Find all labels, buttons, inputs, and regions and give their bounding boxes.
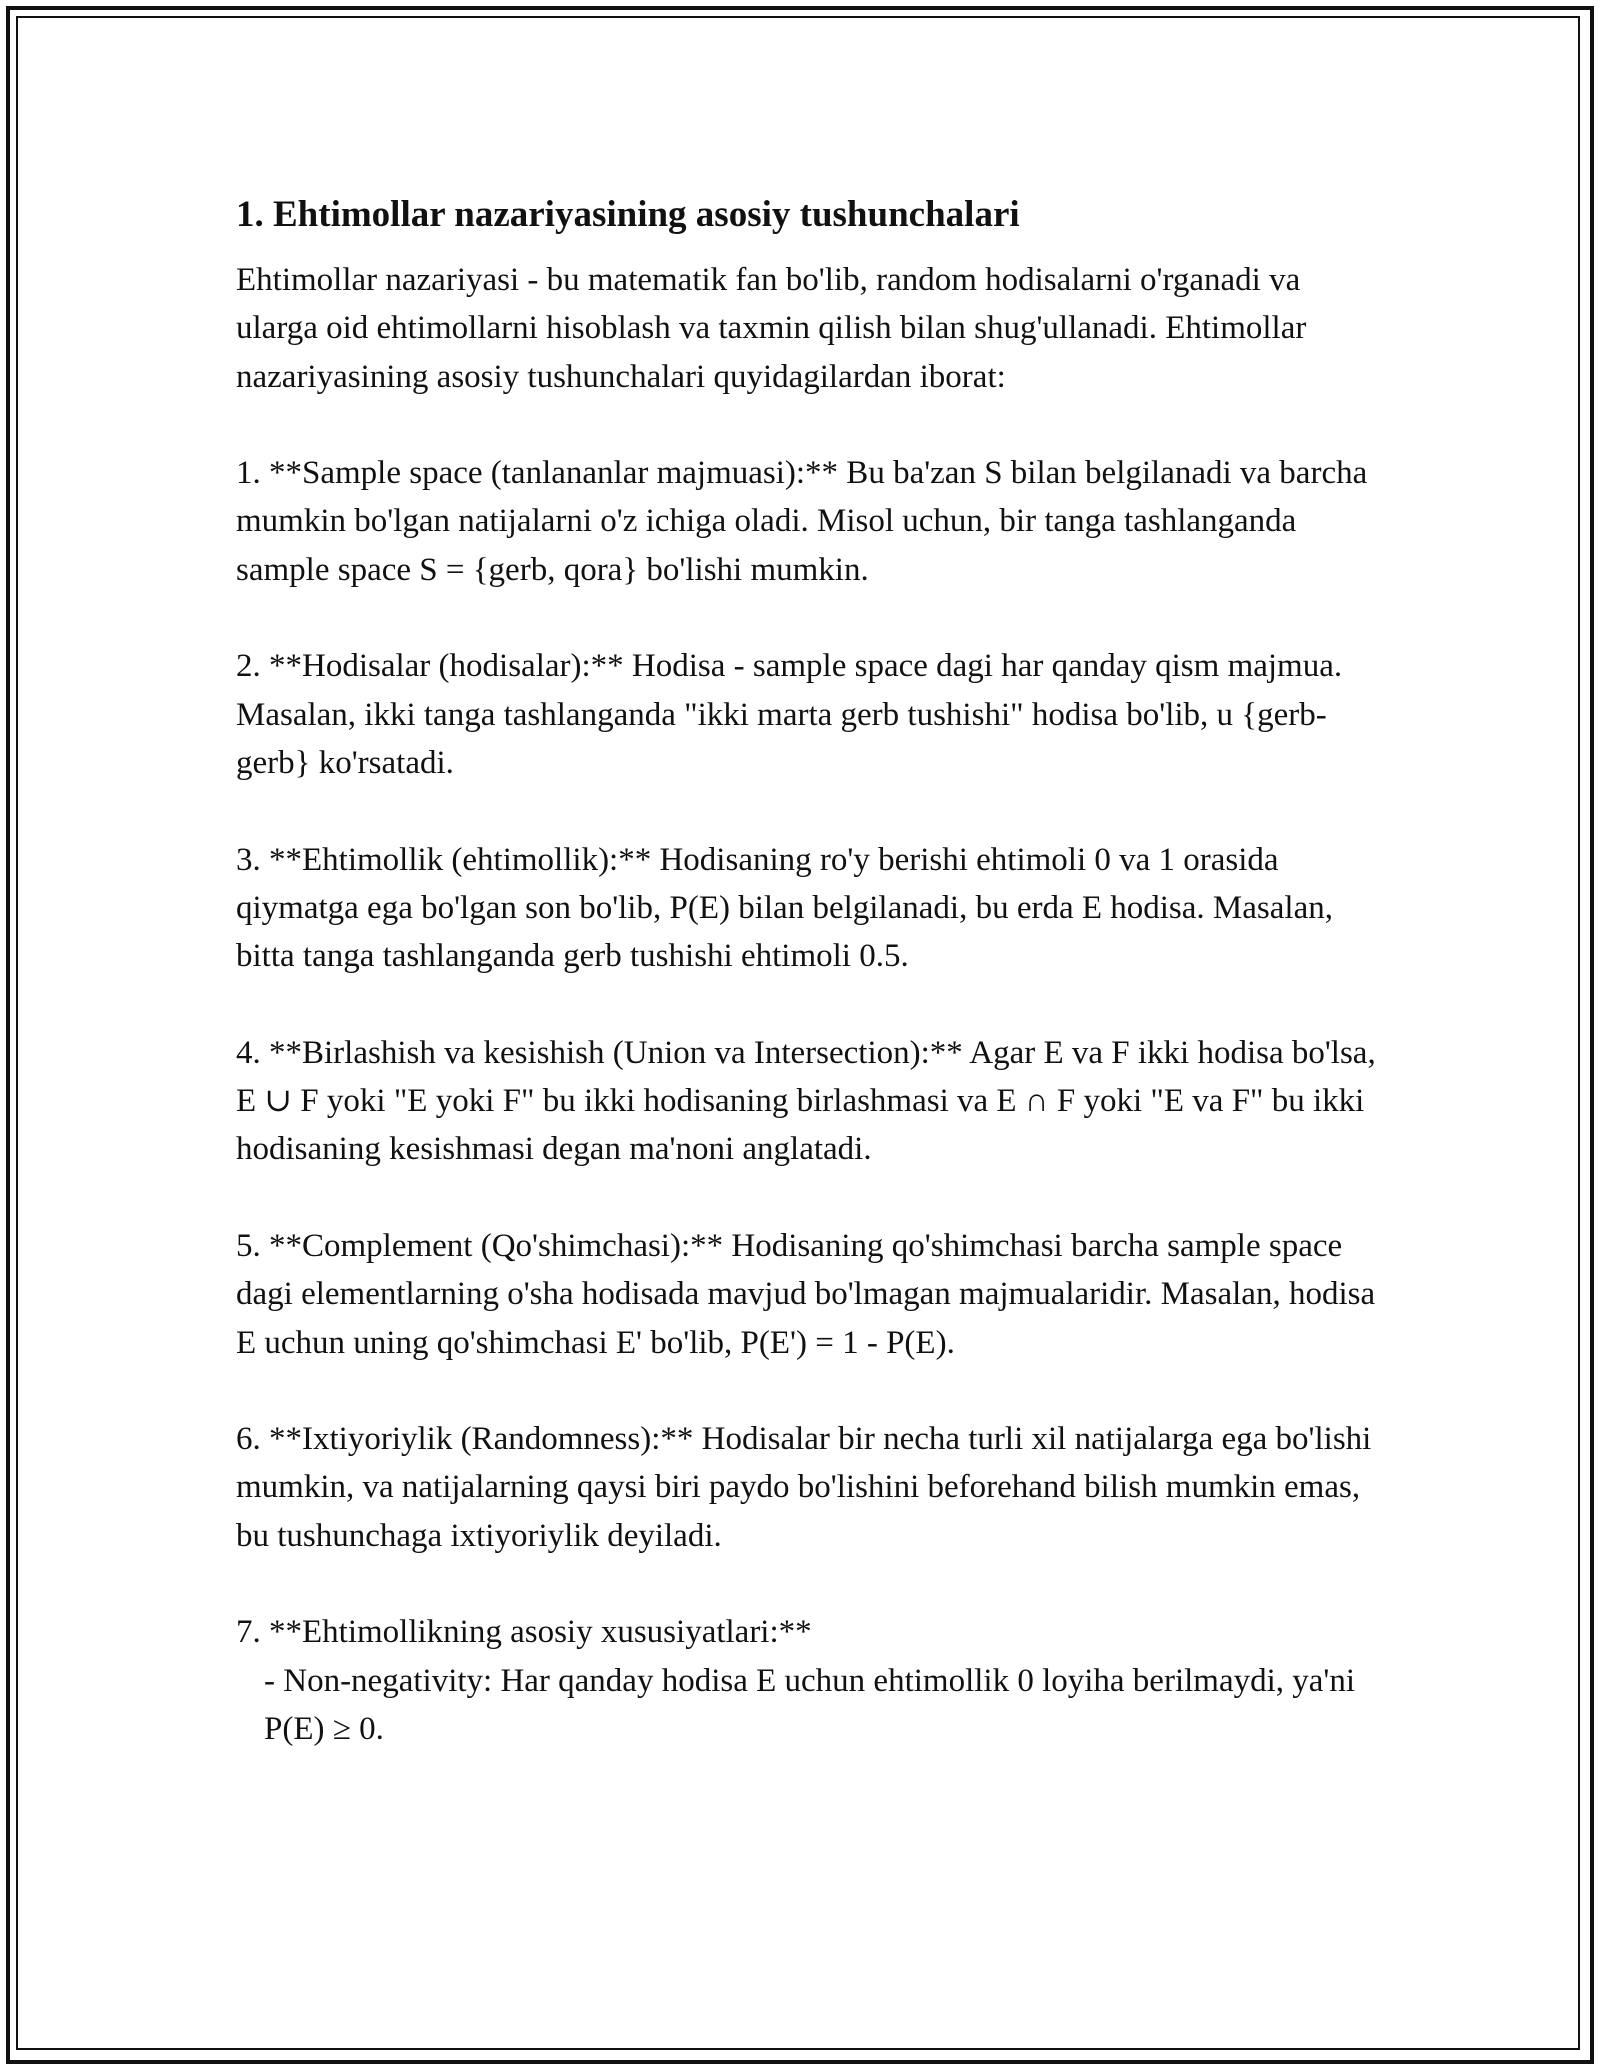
- list-item-properties: [236, 1608, 1386, 1753]
- properties-subitem-non-negativity: - Non-negativity: Har qanday hodisa E uchun ehtimollik 0 loyiha berilmaydi, ya'ni P(E) ≥ 0.: [264, 1662, 1356, 1747]
- list-item-events: 2. **Hodisalar (hodisalar):** Hodisa - sample space dagi har qanday qism majmua. Masalan, ikki tanga tashlanganda "ikki marta gerb tushishi" hodisa bo'lib, u {gerb-gerb} ko'rsatadi.: [236, 648, 1343, 781]
- properties-title: 7. **Ehtimollikning asosiy xususiyatlari:**: [236, 1614, 812, 1651]
- intro-paragraph: Ehtimollar nazariyasi - bu matematik fan bo'lib, random hodisalarni o'rganadi va ularga oid ehtimollarni hisoblash va taxmin qilish bilan shug'ullanadi. Ehtimollar nazariyasining asosiy tushunchalari quyidagilardan iborat:: [236, 262, 1307, 395]
- list-item-probability: 3. **Ehtimollik (ehtimollik):** Hodisaning ro'y berishi ehtimoli 0 va 1 orasida qiymatga ega bo'lgan son bo'lib, P(E) bilan belgilanadi, bu erda E hodisa. Masalan, bitta tanga tashlanganda gerb tushishi ehtimoli 0.5.: [236, 841, 1333, 975]
- list-item-sample-space: 1. **Sample space (tanlananlar majmuasi):** Bu ba'zan S bilan belgilanadi va barcha mumkin bo'lgan natijalarni o'z ichiga oladi. Misol uchun, bir tanga tashlanganda sample space S = {gerb, qora} bo'lishi mumkin.: [236, 455, 1368, 588]
- list-item-complement: 5. **Complement (Qo'shimchasi):** Hodisaning qo'shimchasi barcha sample space dagi elementlarning o'sha hodisada mavjud bo'lmagan majmualaridir. Masalan, hodisa E uchun uning qo'shimchasi E' bo'lib, P(E') = 1 - P(E).: [236, 1227, 1376, 1361]
- section-heading: 1. Ehtimollar nazariyasining asosiy tushunchalari: [236, 194, 1020, 235]
- list-item-randomness: 6. **Ixtiyoriylik (Randomness):** Hodisalar bir necha turli xil natijalarga ega bo'lishi mumkin, va natijalarning qaysi biri paydo bo'lishini beforehand bilish mumkin emas, bu tushunchaga ixtiyoriylik deyiladi.: [236, 1421, 1372, 1554]
- list-item-union-intersection: 4. **Birlashish va kesishish (Union va Intersection):** Agar E va F ikki hodisa bo'lsa, E ∪ F yoki "E yoki F" bu ikki hodisaning birlashmasi va E ∩ F yoki "E va F" bu ikki hodisaning kesishmasi degan ma'noni anglatadi.: [236, 1034, 1376, 1168]
- document-body: [236, 188, 1386, 1753]
